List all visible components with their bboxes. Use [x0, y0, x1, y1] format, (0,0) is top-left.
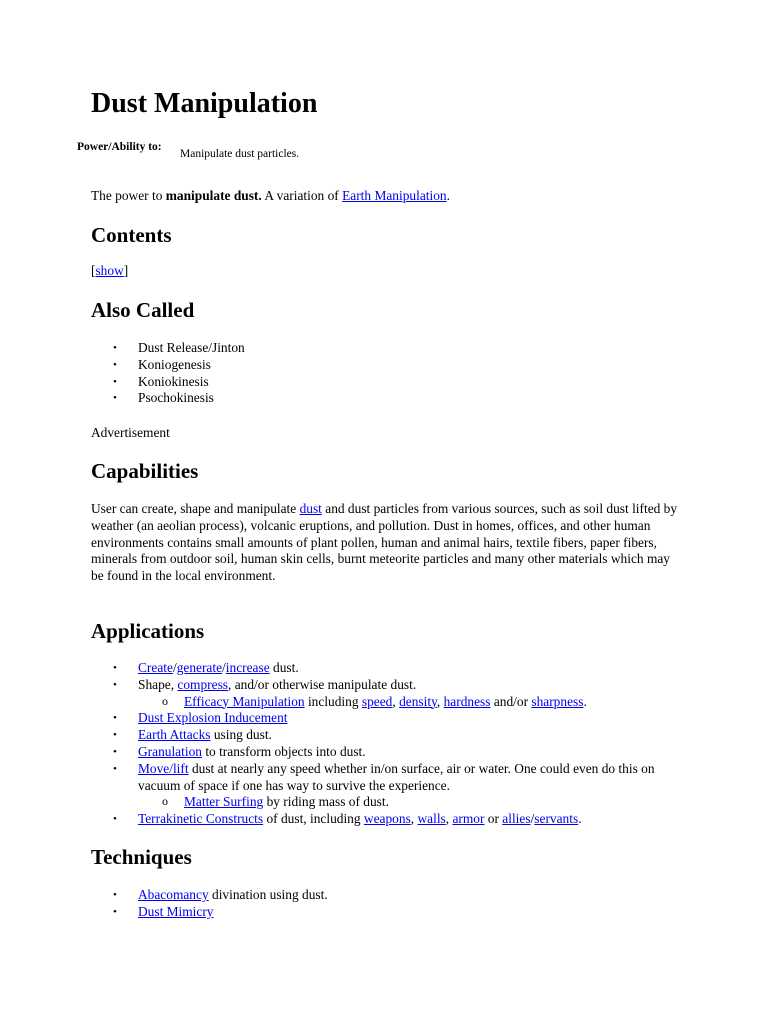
also-called-heading: Also Called	[91, 298, 195, 322]
show-contents-link[interactable]: show	[95, 263, 124, 278]
capabilities-paragraph	[91, 501, 681, 585]
infobox-value: Manipulate dust particles.	[180, 148, 300, 160]
generate-link[interactable]: generate	[176, 660, 223, 675]
item-text: , and/or otherwise manipulate dust.	[228, 676, 417, 692]
list-item	[91, 904, 691, 921]
create-link[interactable]: Create	[138, 660, 173, 675]
advertisement-label: Advertisement	[91, 425, 170, 440]
efficacy-manipulation-link[interactable]: Efficacy Manipulation	[184, 693, 305, 709]
list-item	[91, 677, 691, 711]
increase-link[interactable]: increase	[225, 660, 270, 675]
item-text: including	[304, 693, 362, 709]
contents-heading: Contents	[91, 223, 172, 247]
item-text: .	[578, 811, 582, 827]
separator: ,	[410, 811, 418, 827]
separator: ,	[445, 811, 453, 827]
hardness-link[interactable]: hardness	[443, 693, 491, 709]
armor-link[interactable]: armor	[452, 811, 485, 827]
contents-toggle	[91, 263, 128, 280]
item-text: of dust, including	[263, 811, 364, 827]
list-item: • Dust Release/Jinton	[91, 340, 691, 357]
earth-attacks-link[interactable]: Earth Attacks	[138, 727, 211, 743]
weapons-link[interactable]: weapons	[363, 811, 411, 827]
abacomancy-link[interactable]: Abacomancy	[138, 887, 209, 902]
walls-link[interactable]: walls	[417, 811, 446, 827]
techniques-heading: Techniques	[91, 845, 192, 869]
item-text: by riding mass of dust.	[263, 794, 389, 810]
list-item	[91, 710, 691, 727]
separator: ,	[392, 693, 400, 709]
item-text: divination using dust.	[208, 887, 328, 902]
sub-list-item	[138, 694, 691, 711]
earth-manipulation-link[interactable]: Earth Manipulation	[342, 188, 447, 203]
capabilities-text: User can create, shape and manipulate	[91, 501, 300, 516]
capabilities-text-2: and dust particles from various sources, such as soil dust lifted by weather (an aeolian process), volcanic eruptions, and pollution. Dust in homes, offices, and other human environments contains small amounts of plant pollen, human and animal hairs, textile fibers, paper fibers, minerals from outdoor soil, human skin cells, burnt meteorite particles and many other materials which may be found in the local environment.	[91, 501, 678, 584]
item-text: or	[484, 811, 503, 827]
capabilities-heading: Capabilities	[91, 459, 199, 483]
bracket-close: ]	[123, 263, 129, 278]
intro-bold-text: manipulate dust.	[165, 188, 262, 203]
servants-link[interactable]: servants	[534, 811, 579, 827]
item-text: and/or	[490, 693, 532, 709]
list-item: • Koniogenesis	[91, 357, 691, 374]
bracket-open: [	[91, 263, 96, 278]
item-text: .	[583, 693, 587, 709]
also-called-list	[91, 340, 691, 407]
list-item	[91, 811, 691, 828]
intro-text: The power to	[91, 188, 166, 203]
list-item	[91, 660, 691, 677]
infobox-label: Power/Ability to:	[77, 141, 162, 153]
list-item	[91, 887, 691, 904]
list-item	[91, 727, 691, 744]
dust-explosion-inducement-link[interactable]: Dust Explosion Inducement	[138, 710, 288, 726]
item-text: Shape,	[138, 676, 178, 692]
techniques-list	[91, 887, 691, 921]
matter-surfing-link[interactable]: Matter Surfing	[184, 794, 264, 810]
item-text: dust at nearly any speed whether in/on surface, air or water. One could even do this on vacuum of space if one has way to survive the experience.	[138, 760, 655, 793]
dust-link[interactable]: dust	[299, 501, 322, 516]
item-text: using dust.	[210, 727, 272, 743]
sub-list	[138, 794, 691, 811]
item-text: dust.	[269, 660, 299, 675]
move-lift-link[interactable]: Move/lift	[138, 760, 189, 776]
item-text: to transform objects into dust.	[201, 743, 366, 759]
sub-list-item	[138, 794, 691, 811]
intro-paragraph	[91, 188, 450, 205]
separator: /	[530, 811, 535, 827]
intro-text-2: A variation of	[261, 188, 343, 203]
compress-link[interactable]: compress	[177, 676, 228, 692]
separator: ,	[436, 693, 444, 709]
sharpness-link[interactable]: sharpness	[531, 693, 584, 709]
applications-list	[91, 660, 691, 828]
granulation-link[interactable]: Granulation	[138, 743, 202, 759]
speed-link[interactable]: speed	[361, 693, 393, 709]
sub-list	[138, 694, 691, 711]
terrakinetic-constructs-link[interactable]: Terrakinetic Constructs	[138, 811, 264, 827]
dust-mimicry-link[interactable]: Dust Mimicry	[138, 903, 214, 919]
intro-period: .	[446, 188, 450, 203]
list-item	[91, 744, 691, 761]
separator: /	[172, 660, 177, 675]
list-item	[91, 761, 691, 811]
separator: /	[222, 660, 226, 675]
density-link[interactable]: density	[399, 693, 437, 709]
list-item: • Koniokinesis	[91, 374, 691, 391]
page-title: Dust Manipulation	[91, 88, 318, 119]
allies-link[interactable]: allies	[502, 811, 531, 827]
list-item: • Psochokinesis	[91, 390, 691, 407]
applications-heading: Applications	[91, 619, 205, 643]
